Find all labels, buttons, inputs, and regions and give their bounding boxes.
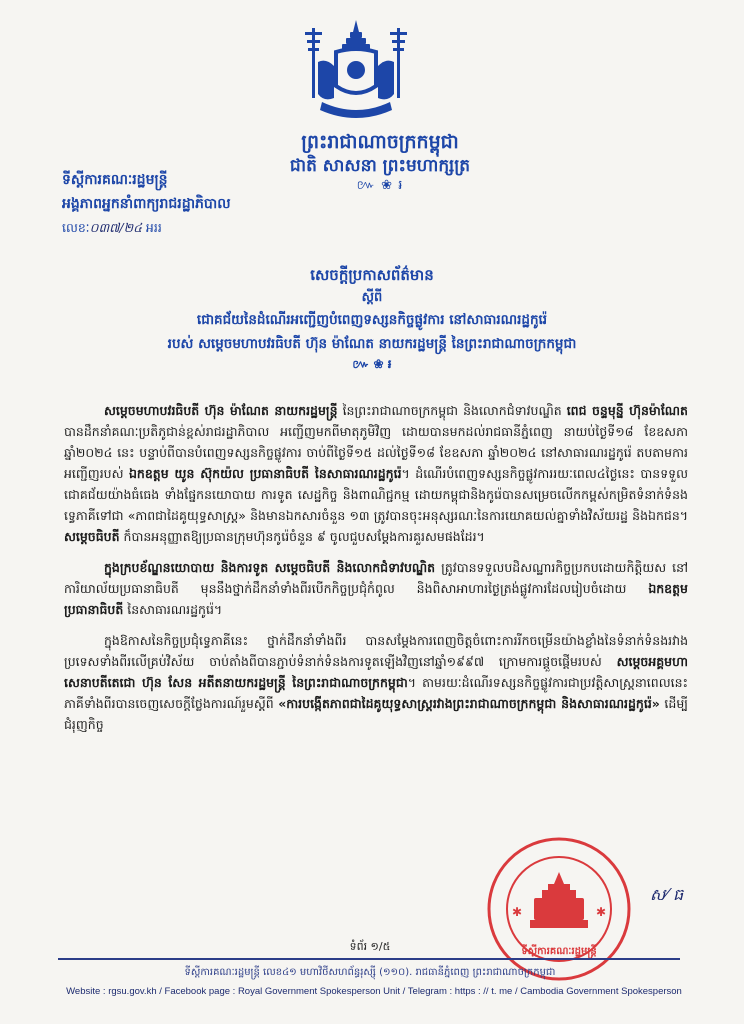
handwritten-initials: ស⁄ ធ [650,885,684,904]
royal-emblem-icon [300,18,412,128]
p1-text-3: ។ ដំណើរបំពេញទស្សនកិច្ចផ្លូវការរយៈពេល៤ថ្ងៃនេះ បានទទួលជោគជ័យយ៉ាងធំធេង ទាំងផ្នែកនយោបាយ ការទូត សេដ្ឋកិច្ច និងពាណិជ្ជកម្ម ដោយកម្ពុជានិងកូរ៉េបានសម្រេចលើកកម្ពស់កម្រិតទំនាក់ទំនងទ្វេភាគីទៅជា «ភាពជាដៃគូយុទ្ធសាស្ត្រ» និងមានឯកសារចំនួន ១៣ ត្រូវបានចុះអនុស្សរណៈនៃការយោគយល់គ្នាទាំងវិស័យរដ្ឋ និងឯកជន។ [64,466,688,523]
footer-links: Website : rgsu.gov.kh / Facebook page : Royal Government Spokesperson Unit / Telegram : https : // t. me / Cambodia Government Spokesperson [66,986,682,997]
p3-text-2: ។ តាមរយៈដំណើរទស្សនកិច្ចផ្លូវការជាប្រវត្តិសាស្ត្រនាពេលនេះ ភាគីទាំងពីរបានចេញសេចក្តីថ្លែងការណ៍រួមស្តីពី [64,675,688,711]
paragraph-1 [64,400,688,547]
issuing-office [62,168,272,240]
seal-text: ទីស្តីការគណៈរដ្ឋមន្ត្រី [521,946,597,957]
p1-text-4: ក៏បានអនុញ្ញាតឱ្យប្រធានក្រុមហ៊ុនកូរ៉េចំនួន ៩ ចូលជួបសម្តែងការគួរសមផងដែរ។ [119,529,485,544]
footer-divider [58,958,680,960]
ref-prefix: លេខៈ [62,220,90,235]
kingdom-header [250,130,510,194]
p1-bold-1: សម្តេចមហាបវរធិបតី ហ៊ុន ម៉ាណែត នាយករដ្ឋមន្ត្រី [104,403,338,418]
header-ornament: ៚ ❀ ៛ [356,178,404,193]
p2-text-2: នៃសាធារណរដ្ឋកូរ៉េ។ [123,602,223,617]
kingdom-name: ព្រះរាជាណាចក្រកម្ពុជា [301,131,459,153]
page-number: ទំព័រ ១/៥ [349,940,391,953]
svg-text:✱: ✱ [596,905,607,919]
p1-text-1: នៃព្រះរាជាណាចក្រកម្ពុជា និងលោកជំទាវបណ្ឌិត [337,403,567,418]
p1-bold-4: សម្តេចធិបតី [64,529,120,544]
svg-text:✱: ✱ [512,905,523,919]
official-seal-icon [484,834,634,984]
title-line-4: របស់ សម្តេចមហាបវរធិបតី ហ៊ុន ម៉ាណែត នាយករដ្ឋមន្ត្រី នៃព្រះរាជាណាចក្រកម្ពុជា [167,336,577,352]
paragraph-3 [64,630,688,735]
p2-bold-2: ឯកឧត្តមប្រធានាធិបតី [64,581,688,617]
ref-handwritten: ០៣៧/២៤ [89,220,142,235]
p1-bold-3: ឯកឧត្តម យូន ស៊ុកយ៉ល ប្រធានាធិបតី នៃសាធារណរដ្ឋកូរ៉េ [129,466,402,481]
office-line-1: ទីស្តីការគណៈរដ្ឋមន្ត្រី [62,172,168,188]
document-body [64,400,688,745]
p3-bold-2: «ការបង្កើតភាពជាដៃគូយុទ្ធសាស្ត្ររវាងព្រះរាជាណាចក្រកម្ពុជា និងសាធារណរដ្ឋកូរ៉េ» [278,696,660,711]
national-motto: ជាតិ សាសនា ព្រះមហាក្សត្រ [289,156,471,176]
p2-text-1: ត្រូវបានទទួលបដិសណ្ឋារកិច្ចប្រកបដោយកិត្តិយស នៅការិយាល័យប្រធានាធិបតី មុននឹងថ្នាក់ដឹកនាំទាំងពីរបើកកិច្ចប្រជុំកំពូល និងពិសាអាហារថ្ងៃត្រង់ផ្លូវការដែលរៀបចំដោយ [64,560,688,596]
title-line-1: សេចក្តីប្រកាសព័ត៌មាន [310,266,434,284]
title-line-2: ស្តីពី [361,290,383,305]
title-ornament: ៚ ❀ ៛ [352,357,392,371]
p3-text-3: ដើម្បីជំរុញកិច្ច [64,696,688,732]
ref-suffix: អររ [141,220,162,235]
p1-bold-2: ពេជ ចន្ទមុន្នី ហ៊ុនម៉ាណែត [566,403,688,418]
paragraph-2 [64,557,688,620]
p1-text-2: បានដឹកនាំគណៈប្រតិភូជាន់ខ្ពស់រាជរដ្ឋាភិបាល អញ្ជើញមកពីមាតុភូមិវិញ ដោយបានមកដល់រាជធានីភ្នំពេញ នាយប់ថ្ងៃទី១៨ ខែឧសភា ឆ្នាំ២០២៤ នេះ បន្ទាប់ពីបានបំពេញទស្សនកិច្ចផ្លូវការ ចាប់ពីថ្ងៃទី១៥ ដល់ថ្ងៃទី១៨ ខែឧសភា ឆ្នាំ២០២៤ នៅសាធារណរដ្ឋកូរ៉េ តបតាមការអញ្ជើញរបស់ [64,424,688,481]
document-title [70,262,674,372]
office-line-2: អង្គភាពអ្នកនាំពាក្យរាជរដ្ឋាភិបាល [62,196,231,212]
title-line-3: ជោគជ័យនៃដំណើរអញ្ជើញបំពេញទស្សនកិច្ចផ្លូវការ នៅសាធារណរដ្ឋកូរ៉េ [196,312,548,328]
p3-bold-1: សម្តេចអគ្គមហាសេនាបតីតេជោ ហ៊ុន សែន អតីតនាយករដ្ឋមន្ត្រី នៃព្រះរាជាណាចក្រកម្ពុជា [64,654,688,690]
reference-number [62,216,272,240]
p3-text-1: ក្នុងឱកាសនៃកិច្ចប្រជុំទ្វេភាគីនេះ ថ្នាក់ដឹកនាំទាំងពីរ បានសម្តែងការពេញចិត្តចំពោះការរីកចម្រើនយ៉ាងខ្លាំងនៃទំនាក់ទំនងរវាងប្រទេសទាំងពីរលើគ្រប់វិស័យ ចាប់តាំងពីបានភ្ជាប់ទំនាក់ទំនងការទូតឡើងវិញនៅឆ្នាំ១៩៩៧ ក្រោមការផ្តួចផ្តើមរបស់ [64,633,688,669]
footer-address: ទីស្តីការគណៈរដ្ឋមន្ត្រី លេខ៤១ មហាវិថីសហព័ន្ធរុស្ស៊ី (១១០). រាជធានីភ្នំពេញ ព្រះរាជាណាចក្រកម្ពុជា [184,967,556,978]
p2-bold-1: ក្នុងក្របខ័ណ្ឌនយោបាយ និងការទូត សម្តេចធិបតី និងលោកជំទាវបណ្ឌិត [104,560,436,575]
